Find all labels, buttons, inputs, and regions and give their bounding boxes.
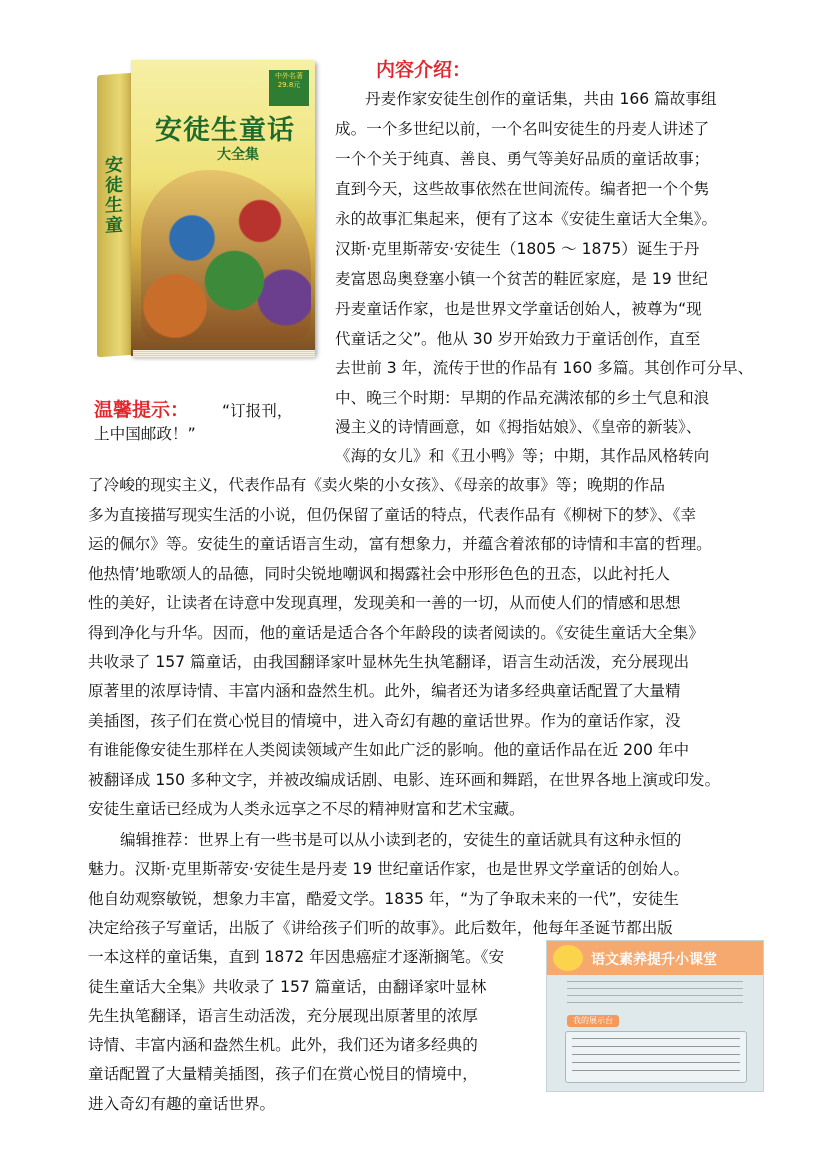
body-line: 决定给孩子写童话，出版了《讲给孩子们听的故事》。此后数年，他每年圣诞节都出版 xyxy=(88,919,673,937)
book-cover-title: 安徒生童话 xyxy=(155,115,295,146)
body-line: 《海的女儿》和《丑小鸭》等；中期，其作品风格转向 xyxy=(335,447,710,465)
tip-label: 温馨提示： xyxy=(94,399,190,421)
body-line: 漫主义的诗情画意，如《拇指姑娘》、《皇帝的新装》、 xyxy=(335,418,702,436)
tip-text: “订报刊， xyxy=(222,402,293,420)
body-line: 直到今天，这些故事依然在世间流传。编者把一个个隽 xyxy=(335,180,710,198)
cover-artwork xyxy=(141,170,311,340)
book-front xyxy=(131,60,315,356)
body-line: 安徒生童话已经成为人类永远享之不尽的精神财富和艺术宝藏。 xyxy=(88,800,525,818)
body-line: 了冷峻的现实主义，代表作品有《卖火柴的小女孩》、《母亲的故事》等；晚期的作品 xyxy=(88,476,665,494)
body-line: 丹麦童话作家，也是世界文学童话创始人，被尊为“现 xyxy=(335,300,702,318)
inset-body-text xyxy=(567,981,743,1009)
book-spine-title: 安徒生童 xyxy=(105,154,123,237)
body-line: 成。一个多世纪以前，一个名叫安徒生的丹麦人讲述了 xyxy=(335,120,710,138)
section-heading: 内容介绍： xyxy=(376,59,472,81)
body-line: 丹麦作家安徒生创作的童话集，共由 166 篇故事组 xyxy=(365,90,717,108)
body-line: 魅力。汉斯·克里斯蒂安·安徒生是丹麦 19 世纪童话作家，也是世界文学童话的创始人。 xyxy=(88,860,690,878)
book-cover-image xyxy=(97,60,315,358)
body-line: 进入奇幻有趣的童话世界。 xyxy=(88,1095,276,1113)
body-line: 被翻译成 150 多种文字，并被改编成话剧、电影、连环画和舞蹈，在世界各地上演或印发。 xyxy=(88,771,721,789)
body-line: 一本这样的童话集，直到 1872 年因患癌症才逐渐搁笔。《安 xyxy=(88,948,505,966)
body-line: 多为直接描写现实生活的小说，但仍保留了童话的特点，代表作品有《柳树下的梦》、《幸 xyxy=(88,506,697,524)
body-line: 有谁能像安徒生那样在人类阅读领域产生如此广泛的影响。他的童话作品在近 200 年中 xyxy=(88,741,690,759)
body-line: 共收录了 157 篇童话，由我国翻译家叶显林先生执笔翻译，语言生动活泼，充分展现出 xyxy=(88,653,690,671)
price-badge: 中外名著 29.8元 xyxy=(269,70,309,106)
literacy-class-inset-image xyxy=(546,940,764,1092)
body-line: 先生执笔翻译，语言生动活泼，充分展现出原著里的浓厚 xyxy=(88,1007,478,1025)
body-line: 徒生童话大全集》共收录了 157 篇童话，由翻译家叶显林 xyxy=(88,978,487,996)
inset-question-box xyxy=(565,1031,747,1083)
body-line: 得到净化与升华。因而，他的童话是适合各个年龄段的读者阅读的。《安徒生童话大全集》 xyxy=(88,624,704,642)
body-line: 运的佩尔》等。安徒生的童话语言生动，富有想象力，并蕴含着浓郁的诗情和丰富的哲理。 xyxy=(88,535,712,553)
body-line: 去世前 3 年，流传于世的作品有 160 多篇。其创作可分早、 xyxy=(335,359,754,377)
body-line: 他自幼观察敏锐，想象力丰富，酷爱文学。1835 年，“为了争取未来的一代”，安徒生 xyxy=(88,890,679,908)
body-line: 诗情、丰富内涵和盎然生机。此外，我们还为诸多经典的 xyxy=(88,1036,478,1054)
inset-tag: 我的展示台 xyxy=(567,1015,619,1027)
tip-text: 上中国邮政！” xyxy=(94,425,196,443)
book-cover-subtitle: 大全集 xyxy=(217,147,259,163)
body-line: 一个个关于纯真、善良、勇气等美好品质的童话故事； xyxy=(335,150,710,168)
inset-banner-title: 语文素养提升小课堂 xyxy=(591,952,717,968)
body-line: 美插图，孩子们在赏心悦目的情境中，进入奇幻有趣的童话世界。作为的童话作家，没 xyxy=(88,712,681,730)
body-line: 麦富恩岛奥登塞小镇一个贫苦的鞋匠家庭，是 19 世纪 xyxy=(335,270,708,288)
body-line: 原著里的浓厚诗情、丰富内涵和盎然生机。此外，编者还为诸多经典童话配置了大量精 xyxy=(88,682,681,700)
body-line: 汉斯·克里斯蒂安·安徒生（1805 ～ 1875）诞生于丹 xyxy=(335,240,700,258)
body-line: 童话配置了大量精美插图，孩子们在赏心悦目的情境中， xyxy=(88,1065,478,1083)
body-line: 编辑推荐：世界上有一些书是可以从小读到老的，安徒生的童话就具有这种永恒的 xyxy=(120,831,682,849)
body-line: 永的故事汇集起来，便有了这本《安徒生童话大全集》。 xyxy=(335,210,718,228)
book-pages-edge xyxy=(133,350,315,358)
body-line: 他热情’地歌颂人的品德，同时尖锐地嘲讽和揭露社会中形形色色的丑态，以此衬托人 xyxy=(88,565,670,583)
speech-bubble-icon xyxy=(553,945,583,971)
body-line: 性的美好，让读者在诗意中发现真理，发现美和一善的一切，从而使人们的情感和思想 xyxy=(88,594,681,612)
body-line: 代童话之父”。他从 30 岁开始致力于童话创作，直至 xyxy=(335,330,701,348)
body-line: 中、晚三个时期：早期的作品充满浓郁的乡土气息和浪 xyxy=(335,389,710,407)
